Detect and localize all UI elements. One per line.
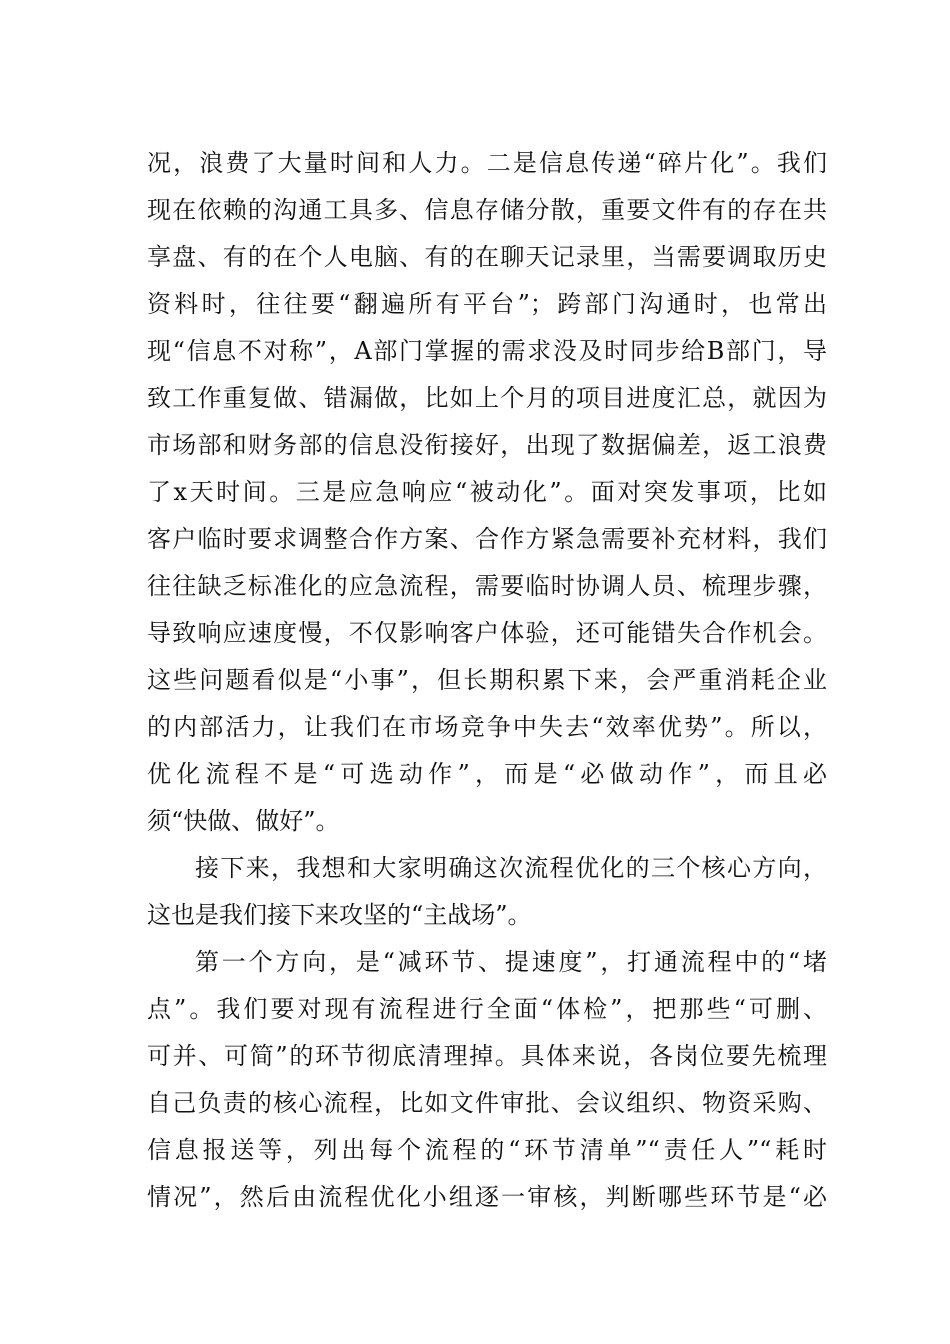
text-line: 往往缺乏标准化的应急流程，需要临时协调人员、梳理步骤， — [147, 572, 827, 600]
text-line: 现在依赖的沟通工具多、信息存储分散，重要文件有的存在共 — [147, 196, 827, 224]
text-line: 信息报送等，列出每个流程的“环节清单”“责任人”“耗时 — [147, 1136, 827, 1164]
text-line: 的内部活力，让我们在市场竞争中失去“效率优势”。所以， — [147, 713, 827, 741]
text-line: 优化流程不是“可选动作”，而是“必做动作”，而且必 — [147, 760, 827, 788]
text-line: 须“快做、做好”。 — [147, 807, 340, 835]
text-line: 现“信息不对称”，A部门掌握的需求没及时同步给B部门，导 — [147, 337, 827, 365]
text-line: 第一个方向，是“减环节、提速度”，打通流程中的“堵 — [195, 948, 827, 976]
text-line: 接下来，我想和大家明确这次流程优化的三个核心方向， — [195, 854, 827, 882]
body-text — [147, 140, 827, 1221]
text-line: 客户临时要求调整合作方案、合作方紧急需要补充材料，我们 — [147, 525, 827, 553]
text-line: 市场部和财务部的信息没衔接好，出现了数据偏差，返工浪费 — [147, 431, 827, 459]
text-line: 点”。我们要对现有流程进行全面“体检”，把那些“可删、 — [147, 995, 827, 1023]
text-line: 情况”，然后由流程优化小组逐一审核，判断哪些环节是“必 — [147, 1183, 827, 1211]
text-line: 况，浪费了大量时间和人力。二是信息传递“碎片化”。我们 — [147, 149, 827, 177]
text-line: 可并、可简”的环节彻底清理掉。具体来说，各岗位要先梳理 — [147, 1042, 827, 1070]
text-line: 致工作重复做、错漏做，比如上个月的项目进度汇总，就因为 — [147, 384, 827, 412]
text-line: 这些问题看似是“小事”，但长期积累下来，会严重消耗企业 — [147, 666, 827, 694]
text-line: 资料时，往往要“翻遍所有平台”；跨部门沟通时，也常出 — [147, 290, 827, 318]
text-line: 了x天时间。三是应急响应“被动化”。面对突发事项，比如 — [147, 478, 827, 506]
text-line: 这也是我们接下来攻坚的“主战场”。 — [147, 901, 532, 929]
text-line: 导致响应速度慢，不仅影响客户体验，还可能错失合作机会。 — [147, 619, 827, 647]
text-line: 享盘、有的在个人电脑、有的在聊天记录里，当需要调取历史 — [147, 243, 827, 271]
text-line: 自己负责的核心流程，比如文件审批、会议组织、物资采购、 — [147, 1089, 827, 1117]
